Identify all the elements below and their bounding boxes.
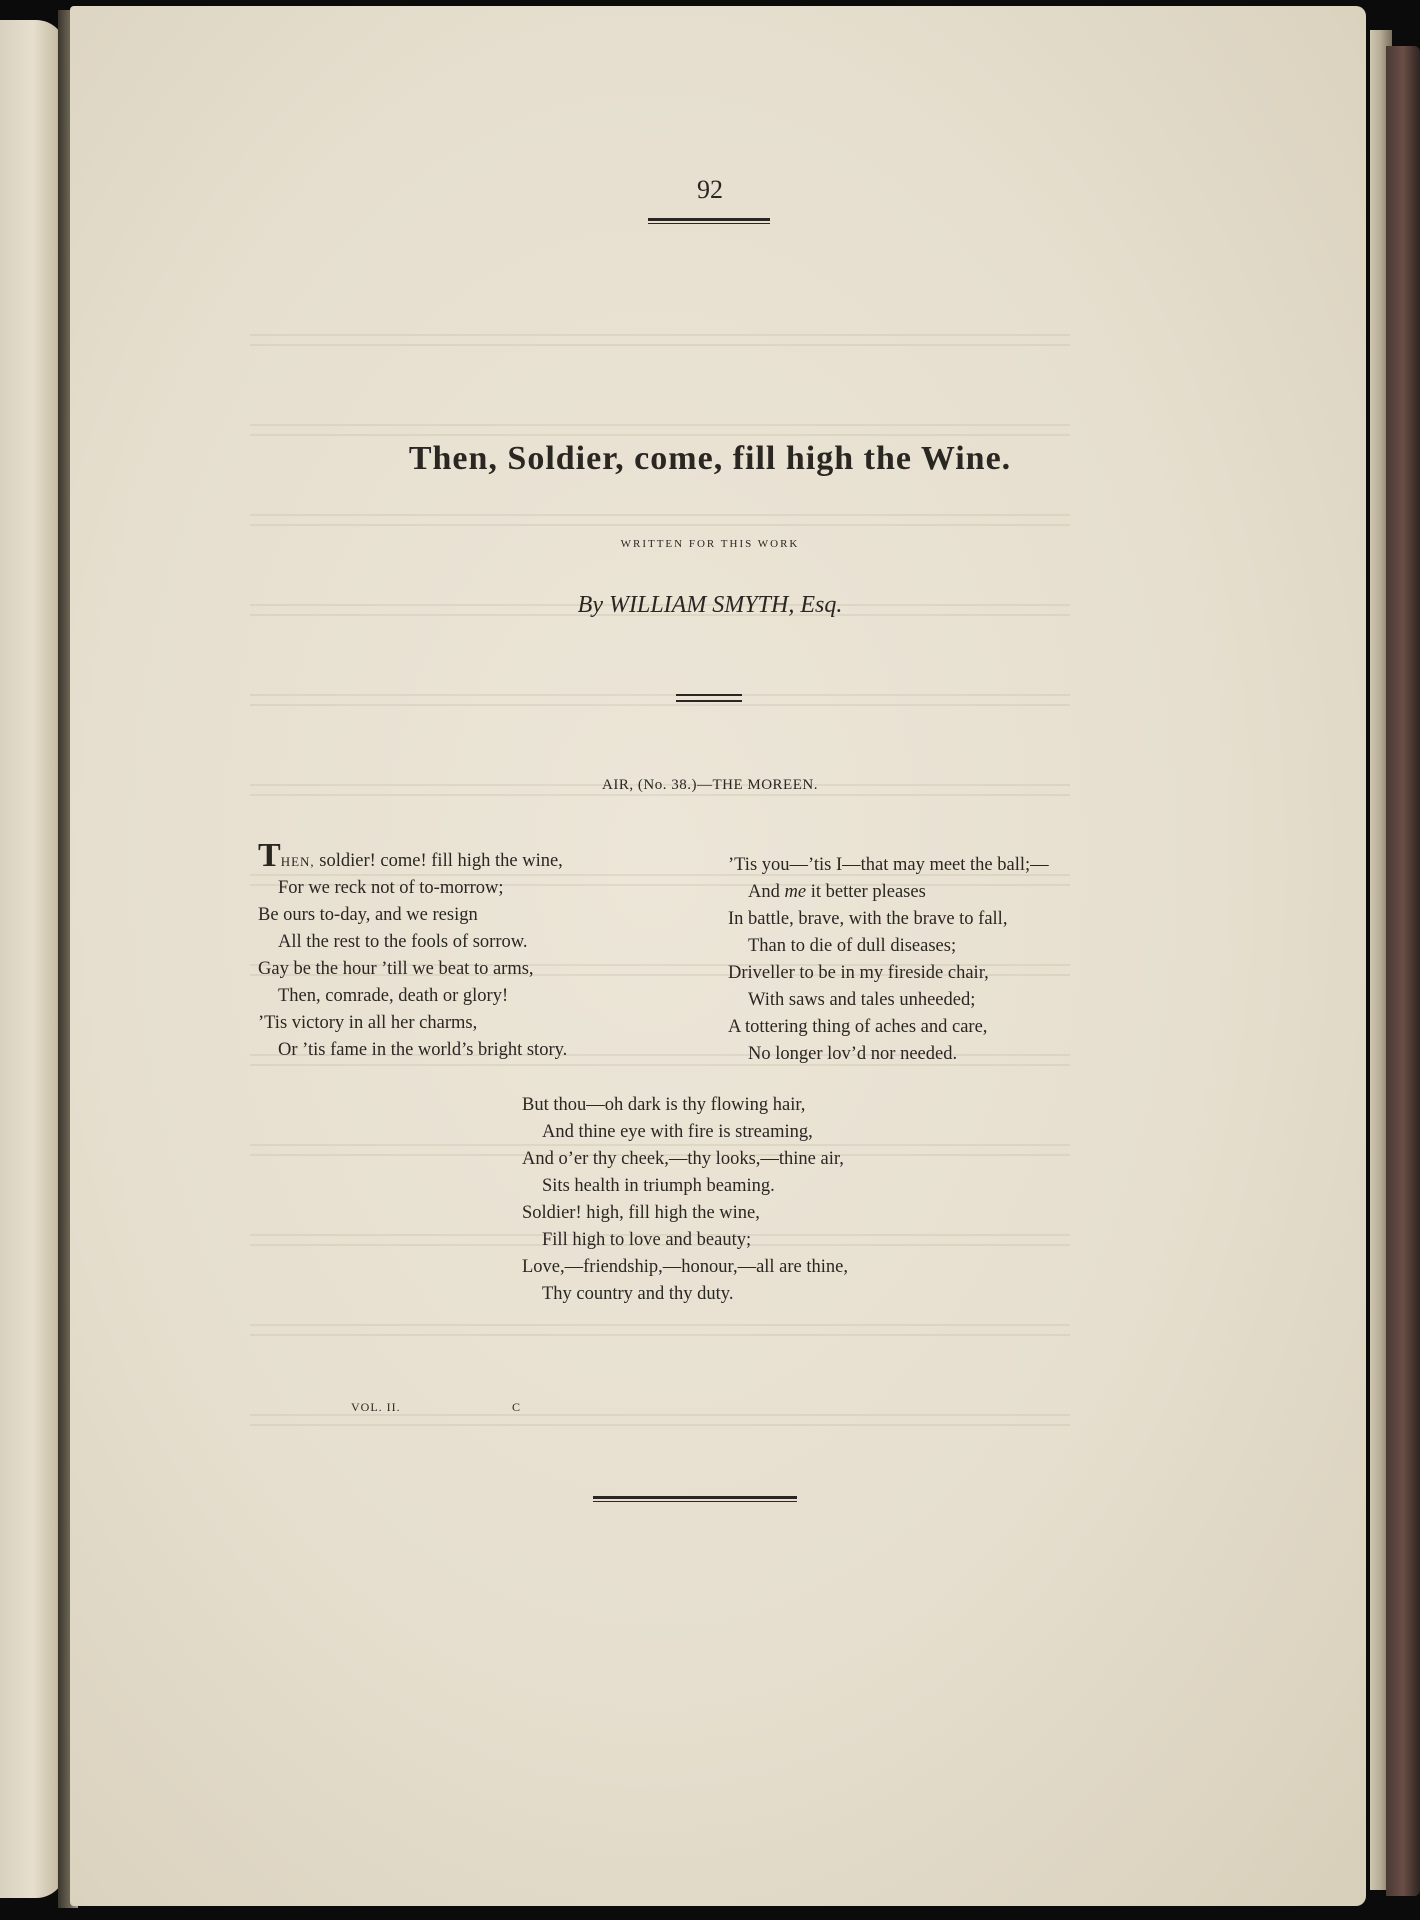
verse-line: Than to die of dull diseases; [748,936,957,956]
verse-line: ’Tis you—’tis I—that may meet the ball;— [728,855,1049,875]
air-heading: AIR, (No. 38.)—THE MOREEN. [602,777,818,793]
separator-rule-2 [676,700,742,702]
drop-cap: T [258,837,281,874]
verse-line: Driveller to be in my fireside chair, [728,963,989,983]
header-rule [648,218,770,221]
verse-line: All the rest to the fools of sorrow. [278,932,528,952]
separator-rule-1 [676,694,742,696]
stanza-1 [258,837,568,1064]
verse-line: Sits health in triumph beaming. [542,1176,775,1196]
stanza-1-line-1 [258,837,567,875]
footer-rule-thin [593,1501,797,1502]
verse-line: Love,—friendship,—honour,—all are thine, [522,1257,849,1277]
verse-line: Gay be the hour ’till we beat to arms, [258,959,534,979]
volume-label: VOL. II. [351,1400,401,1414]
stanza-3 [522,1092,848,1308]
verse-line: A tottering thing of aches and care, [728,1017,988,1037]
verse-line: For we reck not of to-morrow; [278,878,504,898]
verse-line: And o’er thy cheek,—thy looks,—thine air, [522,1149,844,1169]
line-text: soldier! come! fill high the wine, [314,851,563,871]
small-caps-word: HEN, [280,854,315,869]
signature-mark: C [512,1400,521,1414]
verse-line: And thine eye with fire is streaming, [542,1122,813,1142]
author-byline: By WILLIAM SMYTH, Esq. [577,592,843,618]
verse-line: Thy country and thy duty. [542,1284,734,1304]
verse-line: But thou—oh dark is thy flowing hair, [522,1095,806,1115]
line-text: it better pleases [806,882,926,902]
footer-rule [593,1496,797,1499]
verse-line: Be ours to-day, and we resign [258,905,478,925]
verse-line: Fill high to love and beauty; [542,1230,752,1250]
subtitle: WRITTEN FOR THIS WORK [620,538,800,550]
verse-line: Then, comrade, death or glory! [278,986,509,1006]
stanza-2-line-2 [728,879,1049,906]
verse-line: No longer lov’d nor needed. [748,1044,958,1064]
verse-line: Or ’tis fame in the world’s bright story. [278,1040,568,1060]
italic-word: me [784,882,807,902]
header-rule-thin [648,223,770,224]
line-text: And [748,882,785,902]
song-title: Then, Soldier, come, fill high the Wine. [408,440,1012,477]
stanza-2 [728,852,1049,1068]
verse-line: ’Tis victory in all her charms, [258,1013,478,1033]
book-cover-edge [1386,46,1420,1896]
page-number: 92 [697,175,723,204]
verse-line: Soldier! high, fill high the wine, [522,1203,760,1223]
left-page-edge [0,20,66,1898]
verse-line: In battle, brave, with the brave to fall, [728,909,1008,929]
verse-line: With saws and tales unheeded; [748,990,976,1010]
